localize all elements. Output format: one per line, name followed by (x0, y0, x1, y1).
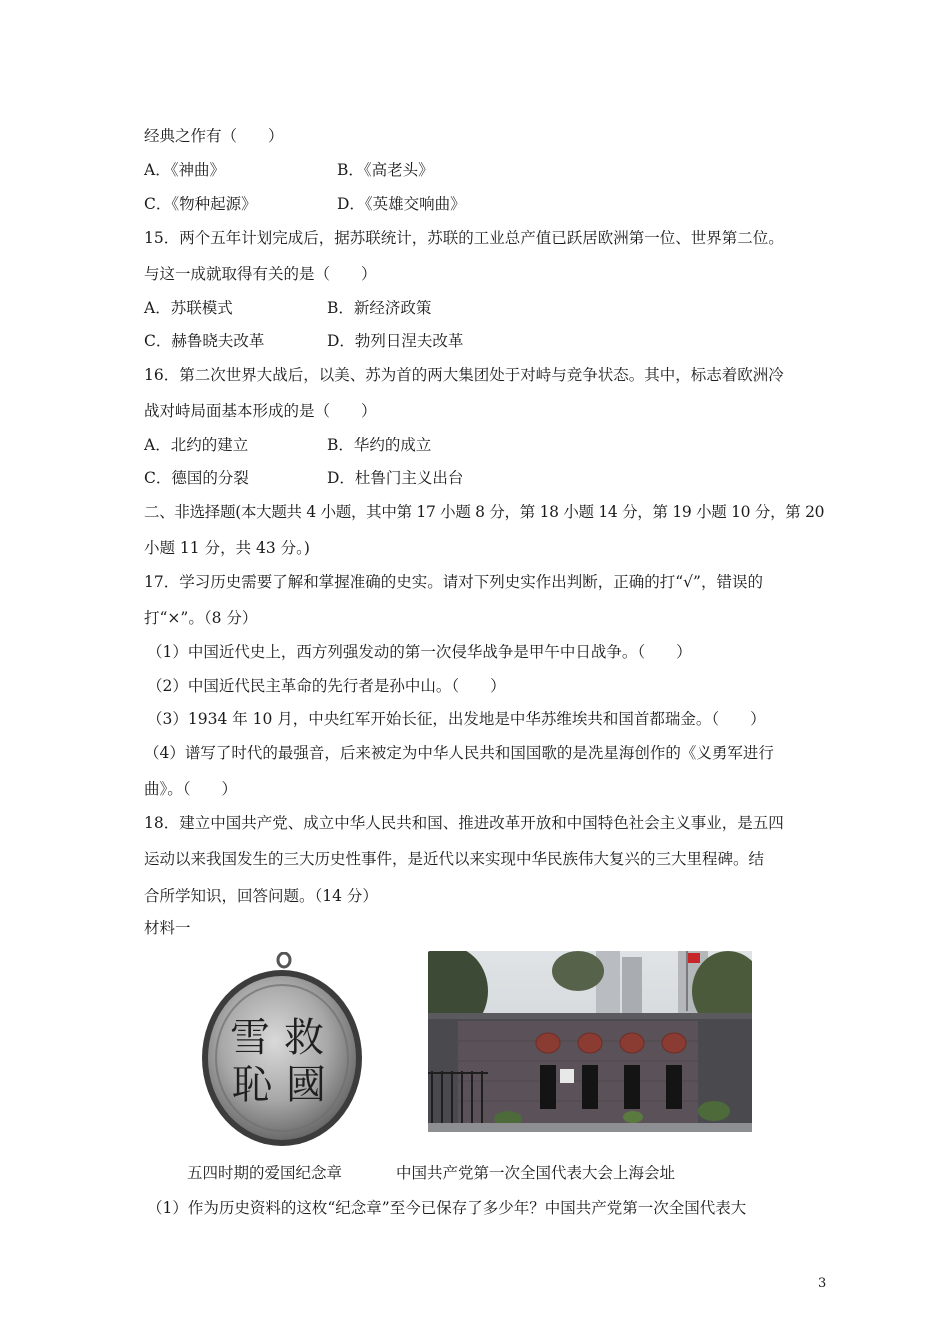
q16-option-d: D．杜鲁门主义出台 (327, 469, 464, 487)
q16-option-b: B．华约的成立 (327, 436, 432, 454)
q17-item-4-line2: 曲》。（ ） (144, 780, 238, 798)
section2-heading-line1: 二、非选择题(本大题共 4 小题，其中第 17 小题 8 分，第 18 小题 14 分，第 19 小题 10 分，第 20 (144, 503, 825, 521)
page-number: 3 (818, 1276, 827, 1291)
q18-stem-line2: 运动以来我国发生的三大历史性事件，是近代以来实现中华民族伟大复兴的三大里程碑。结 (144, 850, 765, 868)
medal-char-2: 救 (284, 1015, 324, 1061)
q14-option-c: C．《物种起源》 (144, 195, 257, 213)
q15-stem-line2: 与这一成就取得有关的是（ ） (144, 265, 377, 283)
q18-stem-line1: 18．建立中国共产党、成立中华人民共和国、推进改革开放和中国特色社会主义事业，是五四 (144, 814, 784, 832)
congress-site-photo (428, 951, 752, 1132)
q14-option-d: D．《英雄交响曲》 (337, 195, 466, 213)
q17-item-3: （3）1934 年 10 月，中央红军开始长征，出发地是中华苏维埃共和国首都瑞金。（ ） (147, 710, 766, 728)
q16-option-a: A．北约的建立 (144, 436, 249, 454)
q15-option-a: A．苏联模式 (144, 299, 233, 317)
q14-stem-tail: 经典之作有（ ） (144, 127, 284, 145)
q15-option-b: B．新经济政策 (327, 299, 432, 317)
medal-caption: 五四时期的爱国纪念章 (187, 1164, 343, 1182)
q18-subquestion-1: （1）作为历史资料的这枚“纪念章”至今已保存了多少年？中国共产党第一次全国代表大 (147, 1199, 747, 1217)
q17-item-4-line1: （4）谱写了时代的最强音，后来被定为中华人民共和国国歌的是冼星海创作的《义勇军进行 (144, 744, 774, 762)
q18-stem-line3: 合所学知识，回答问题。（14 分） (144, 887, 378, 905)
q16-stem-line2: 战对峙局面基本形成的是（ ） (144, 402, 377, 420)
medal-char-3: 恥 (232, 1062, 272, 1108)
q16-stem-line1: 16．第二次世界大战后，以美、苏为首的两大集团处于对峙与竞争状态。其中，标志着欧洲冷 (144, 366, 784, 384)
photo-caption: 中国共产党第一次全国代表大会上海会址 (396, 1164, 676, 1182)
q15-option-d: D．勃列日涅夫改革 (327, 332, 464, 350)
material-1-label: 材料一 (144, 919, 191, 937)
q17-item-1: （1）中国近代史上，西方列强发动的第一次侵华战争是甲午中日战争。（ ） (147, 643, 692, 661)
medal-char-1: 雪 (230, 1015, 270, 1061)
patriotic-medal-image (200, 952, 362, 1148)
q14-option-a: A．《神曲》 (144, 161, 225, 179)
medal-char-4: 國 (286, 1062, 326, 1108)
q17-item-2: （2）中国近代民主革命的先行者是孙中山。（ ） (147, 677, 506, 695)
q16-option-c: C．德国的分裂 (144, 469, 249, 487)
q17-stem-line1: 17．学习历史需要了解和掌握准确的史实。请对下列史实作出判断，正确的打“√”，错误的 (144, 573, 763, 591)
q17-stem-line2: 打“×”。（8 分） (144, 609, 258, 627)
section2-heading-line2: 小题 11 分，共 43 分。) (144, 539, 310, 557)
q15-option-c: C．赫鲁晓夫改革 (144, 332, 265, 350)
q15-stem-line1: 15．两个五年计划完成后，据苏联统计，苏联的工业总产值已跃居欧洲第一位、世界第二位。 (144, 229, 784, 247)
q14-option-b: B．《高老头》 (337, 161, 434, 179)
